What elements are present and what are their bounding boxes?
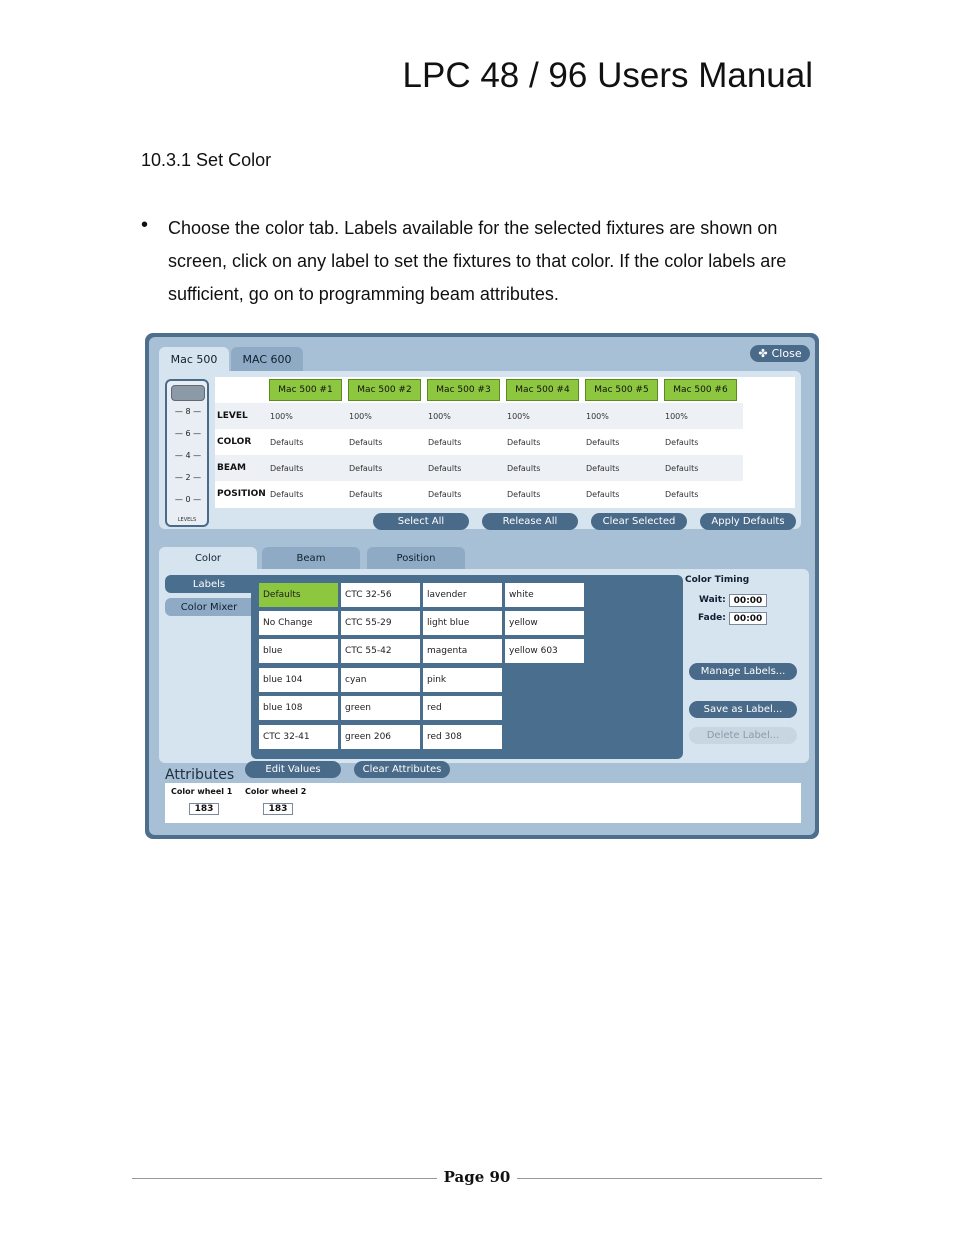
- fixture-header[interactable]: Mac 500 #3: [427, 379, 500, 401]
- fader-tick: — 2 —: [174, 473, 202, 482]
- level-fader[interactable]: [165, 379, 209, 527]
- row-value: 100%: [428, 412, 451, 421]
- row-value: 100%: [586, 412, 609, 421]
- color-label-button[interactable]: cyan: [341, 668, 420, 692]
- save-as-label-button[interactable]: Save as Label...: [689, 701, 797, 718]
- attributes-panel: [165, 783, 801, 823]
- color-label-button[interactable]: lavender: [423, 583, 502, 607]
- row-value: Defaults: [665, 438, 699, 447]
- row-label: LEVEL: [217, 411, 248, 421]
- manage-labels-button[interactable]: Manage Labels...: [689, 663, 797, 680]
- subtab-labels[interactable]: Labels: [165, 575, 253, 593]
- color-label-button[interactable]: yellow 603: [505, 639, 584, 663]
- color-label-button[interactable]: green 206: [341, 725, 420, 749]
- fixture-panel: [159, 371, 801, 529]
- row-value: Defaults: [586, 438, 620, 447]
- color-label-button[interactable]: green: [341, 696, 420, 720]
- fader-tick: — 6 —: [174, 429, 202, 438]
- bullet-icon: •: [141, 214, 149, 236]
- clear-attributes-button[interactable]: Clear Attributes: [354, 761, 450, 778]
- apply-defaults-button[interactable]: Apply Defaults: [700, 513, 796, 530]
- tab-position[interactable]: Position: [367, 547, 465, 569]
- row-value: Defaults: [507, 464, 541, 473]
- color-wheel-1-value[interactable]: 183: [189, 803, 219, 815]
- fixture-header[interactable]: Mac 500 #2: [348, 379, 421, 401]
- color-label-button[interactable]: CTC 32-56: [341, 583, 420, 607]
- page-number: Page 90: [443, 1168, 511, 1186]
- document-title: LPC 48 / 96 Users Manual: [402, 56, 813, 95]
- color-label-button[interactable]: CTC 55-29: [341, 611, 420, 635]
- row-value: Defaults: [349, 490, 383, 499]
- release-all-button[interactable]: Release All: [482, 513, 578, 530]
- row-value: Defaults: [270, 464, 304, 473]
- wait-label: Wait:: [699, 595, 726, 605]
- color-labels-grid: [251, 575, 683, 759]
- footer-rule-left: [132, 1178, 437, 1179]
- fixture-header[interactable]: Mac 500 #4: [506, 379, 579, 401]
- close-icon: ✤: [758, 347, 768, 360]
- row-value: Defaults: [270, 490, 304, 499]
- table-row: [215, 429, 743, 455]
- fader-tick: — 8 —: [174, 407, 202, 416]
- tab-color[interactable]: Color: [159, 547, 257, 569]
- row-value: Defaults: [665, 490, 699, 499]
- select-all-button[interactable]: Select All: [373, 513, 469, 530]
- color-label-button[interactable]: pink: [423, 668, 502, 692]
- bullet-text: Choose the color tab. Labels available for the selected fixtures are shown on screen, click on any label to set the fixtures to that color. If the color labels are sufficient, go on to programming beam attributes.: [168, 218, 787, 304]
- color-wheel-1-label: Color wheel 1: [171, 787, 233, 796]
- fixture-header[interactable]: Mac 500 #6: [664, 379, 737, 401]
- row-label: BEAM: [217, 463, 246, 473]
- row-value: Defaults: [349, 438, 383, 447]
- section-heading: 10.3.1 Set Color: [141, 150, 272, 170]
- color-label-button[interactable]: yellow: [505, 611, 584, 635]
- color-label-button[interactable]: light blue: [423, 611, 502, 635]
- row-label: COLOR: [217, 437, 252, 447]
- fader-handle[interactable]: [171, 385, 205, 401]
- color-label-button[interactable]: blue 108: [259, 696, 338, 720]
- color-label-button[interactable]: CTC 55-42: [341, 639, 420, 663]
- row-value: Defaults: [586, 490, 620, 499]
- color-label-button[interactable]: red: [423, 696, 502, 720]
- color-label-button[interactable]: No Change: [259, 611, 338, 635]
- table-row: [215, 455, 743, 481]
- close-button[interactable]: [750, 345, 810, 362]
- delete-label-button[interactable]: Delete Label...: [689, 727, 797, 744]
- row-value: Defaults: [349, 464, 383, 473]
- row-value: Defaults: [665, 464, 699, 473]
- fixture-header[interactable]: Mac 500 #1: [269, 379, 342, 401]
- fixture-header[interactable]: Mac 500 #5: [585, 379, 658, 401]
- tab-beam[interactable]: Beam: [262, 547, 360, 569]
- tab-mac-500[interactable]: Mac 500: [159, 347, 229, 371]
- color-label-button[interactable]: blue 104: [259, 668, 338, 692]
- fader-label: LEVELS: [177, 517, 197, 523]
- screen-body: [149, 337, 815, 835]
- color-wheel-2-label: Color wheel 2: [245, 787, 307, 796]
- edit-values-button[interactable]: Edit Values: [245, 761, 341, 778]
- color-label-button[interactable]: Defaults: [259, 583, 338, 607]
- clear-selected-button[interactable]: Clear Selected: [591, 513, 687, 530]
- row-value: Defaults: [428, 490, 462, 499]
- row-value: Defaults: [270, 438, 304, 447]
- row-value: 100%: [349, 412, 372, 421]
- color-label-button[interactable]: magenta: [423, 639, 502, 663]
- color-label-button[interactable]: white: [505, 583, 584, 607]
- subtab-color-mixer[interactable]: Color Mixer: [165, 598, 253, 616]
- row-value: Defaults: [507, 490, 541, 499]
- footer-rule-right: [517, 1178, 822, 1179]
- close-label: Close: [771, 347, 802, 360]
- color-label-button[interactable]: CTC 32-41: [259, 725, 338, 749]
- color-timing-title: Color Timing: [685, 575, 750, 585]
- fade-field[interactable]: 00:00: [729, 612, 767, 625]
- table-row: [215, 481, 743, 507]
- color-panel: [159, 569, 809, 763]
- lpc-color-screen: [145, 333, 819, 839]
- color-label-button[interactable]: red 308: [423, 725, 502, 749]
- tab-mac-600[interactable]: MAC 600: [231, 347, 303, 371]
- fader-tick: — 4 —: [174, 451, 202, 460]
- attributes-title: Attributes: [165, 767, 235, 783]
- table-row: [215, 403, 743, 429]
- row-label: POSITION: [217, 489, 266, 499]
- row-value: Defaults: [586, 464, 620, 473]
- row-value: 100%: [270, 412, 293, 421]
- color-wheel-2-value[interactable]: 183: [263, 803, 293, 815]
- fade-label: Fade:: [698, 613, 726, 623]
- fader-tick: — 0 —: [174, 495, 202, 504]
- color-label-button[interactable]: blue: [259, 639, 338, 663]
- row-value: Defaults: [428, 438, 462, 447]
- wait-field[interactable]: 00:00: [729, 594, 767, 607]
- fixture-grid: [215, 377, 795, 508]
- row-value: 100%: [507, 412, 530, 421]
- row-value: Defaults: [507, 438, 541, 447]
- row-value: 100%: [665, 412, 688, 421]
- row-value: Defaults: [428, 464, 462, 473]
